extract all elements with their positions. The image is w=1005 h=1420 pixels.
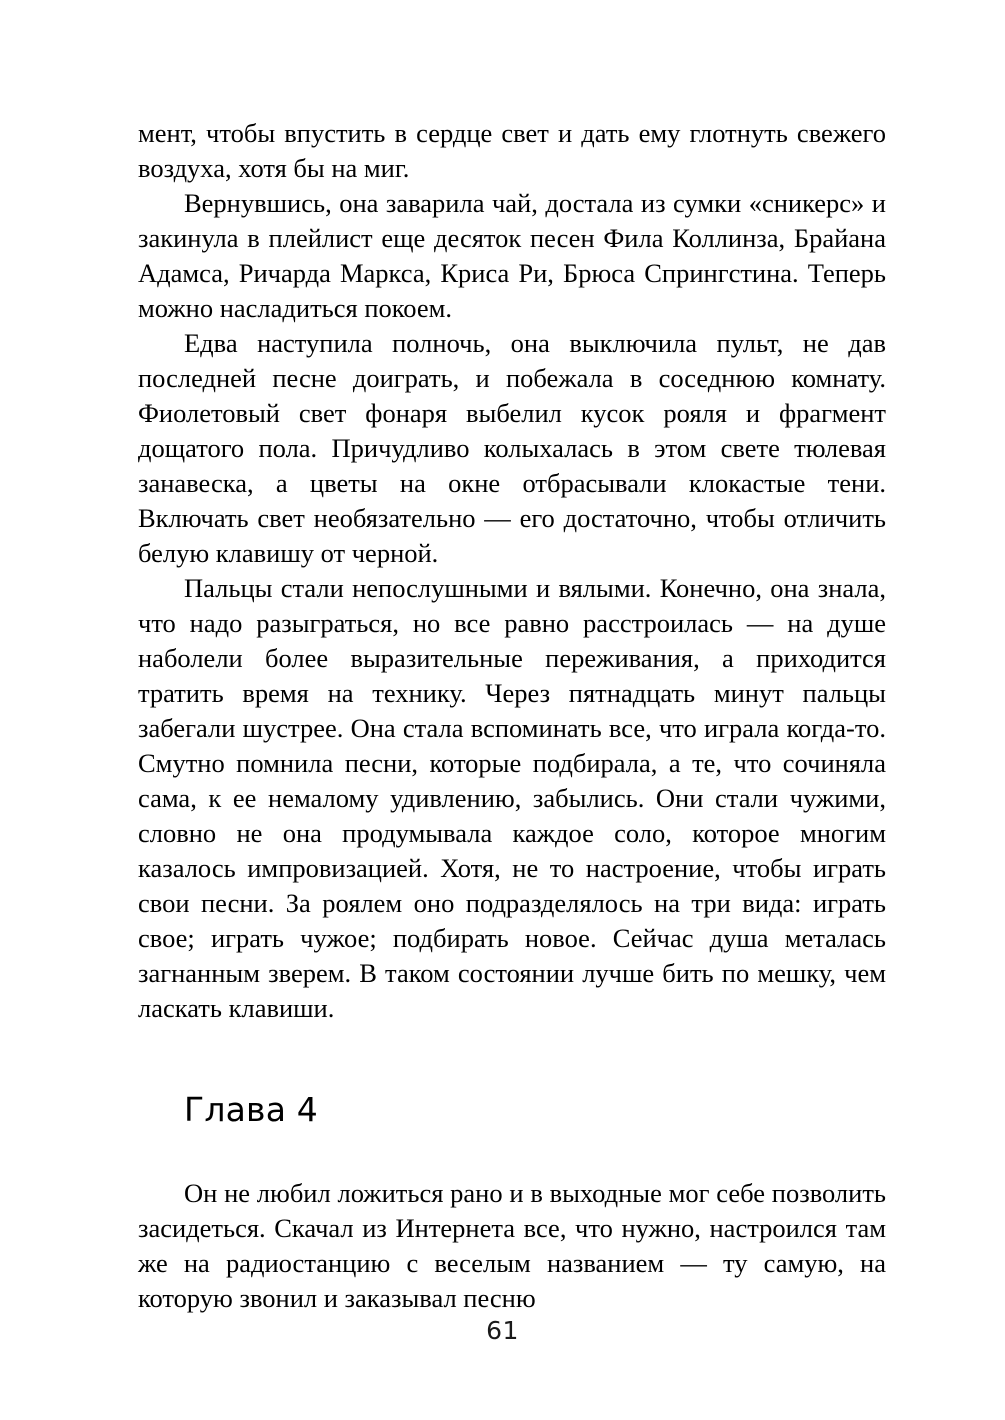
text-column — [138, 116, 886, 1316]
paragraph-midnight: Едва наступила полночь, она выключила пульт, не дав последней песне доиграть, и побежала в соседнюю комнату. Фиолетовый свет фонаря выбелил кусок рояля и фрагмент дощатого пола. Причудливо колыхалась в этом свете тюлевая занавеска, а цветы на окне отбрасывали клокастые тени. Включать свет необязательно — его достаточно, чтобы отличить белую клавишу от черной. — [138, 328, 886, 568]
page-number: 61 — [486, 1316, 519, 1345]
spacer-after-chapter-heading — [138, 1130, 886, 1176]
paragraph-chapter4-opening: Он не любил ложиться рано и в выходные мог себе позволить засидеться. Скачал из Интернета все, что нужно, настроился там же на радиостанцию с веселым названием — ту самую, на которую звонил и заказывал песню — [138, 1178, 886, 1313]
chapter-heading: Глава 4 — [184, 1090, 318, 1129]
paragraph-fingers: Пальцы стали непослушными и вялыми. Конечно, она знала, что надо разыграться, но все равно расстроилась — на душе наболели более выразительные переживания, а приходится тратить время на технику. Через пятнадцать минут пальцы забегали шустрее. Она стала вспоминать все, что играла когда-то. Смутно помнила песни, которые подбирала, а те, что сочиняла сама, к ее немалому удивлению, забылись. Они стали чужими, словно не она продумывала каждое соло, которое многим казалось импровизацией. Хотя, не то настроение, чтобы играть свои песни. За роялем оно подразделялось на три вида: играть свое; играть чужое; подбирать новое. Сейчас душа металась загнанным зверем. В таком состоянии лучше бить по мешку, чем ласкать клавиши. — [138, 573, 886, 1023]
paragraph-tea: Вернувшись, она заварила чай, достала из сумки «сникерс» и закинула в плейлист еще десяток песен Фила Коллинза, Брайана Адамса, Ричарда Маркса, Криса Ри, Брюса Спрингстина. Теперь можно насладиться покоем. — [138, 188, 886, 323]
paragraph-continued: мент, чтобы впустить в сердце свет и дать ему глотнуть свежего воздуха, хотя бы на миг. — [138, 118, 886, 183]
spacer-before-chapter-heading — [138, 1026, 886, 1090]
